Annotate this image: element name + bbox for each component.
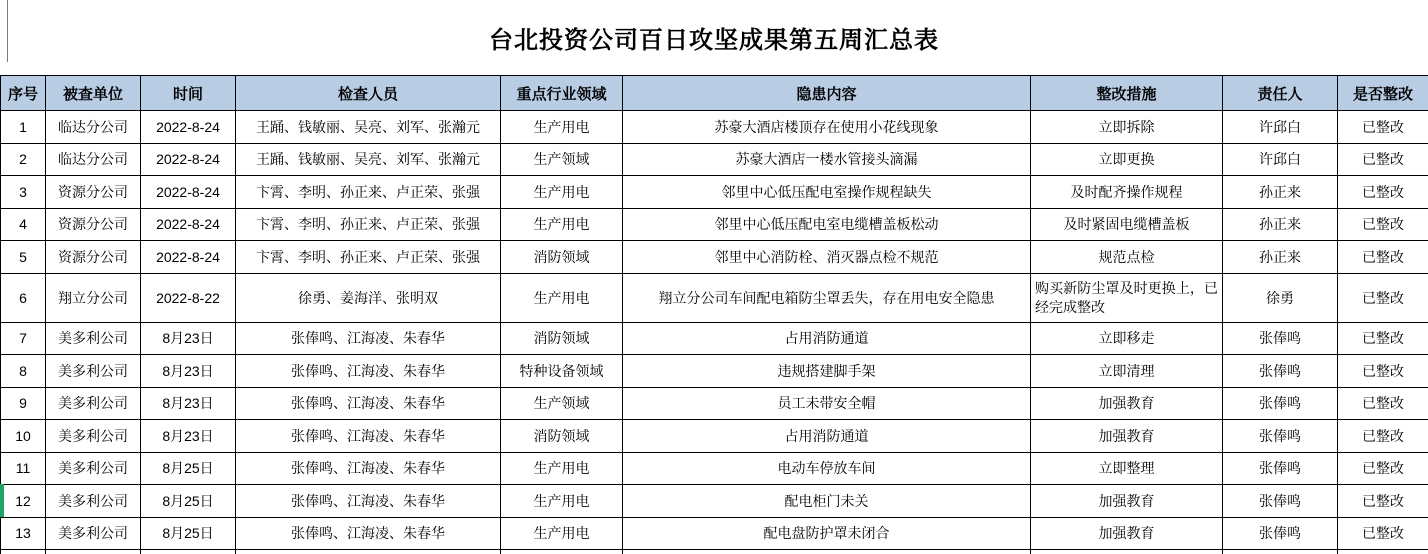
table-cell[interactable]: 徐勇、姜海洋、张明双: [236, 273, 501, 322]
table-cell[interactable]: 王踊、钱敏丽、吴亮、刘军、张瀚元: [236, 111, 501, 144]
table-cell[interactable]: [1223, 550, 1338, 554]
table-cell[interactable]: 5: [1, 241, 46, 274]
table-cell[interactable]: 12: [1, 485, 46, 518]
table-cell[interactable]: 4: [1, 208, 46, 241]
table-cell[interactable]: 违规搭建脚手架: [623, 355, 1031, 388]
table-cell[interactable]: [1, 550, 46, 554]
table-cell[interactable]: 资源分公司: [46, 241, 141, 274]
table-cell[interactable]: 立即整理: [1031, 452, 1223, 485]
table-cell[interactable]: 生产领域: [501, 387, 623, 420]
table-cell[interactable]: [141, 550, 236, 554]
header-cell-measures[interactable]: 整改措施: [1031, 76, 1223, 111]
table-cell[interactable]: 卞霄、李明、孙正来、卢正荣、张强: [236, 208, 501, 241]
table-cell[interactable]: 翔立分公司: [46, 273, 141, 322]
table-cell[interactable]: 已整改: [1338, 322, 1428, 355]
table-cell[interactable]: 张俸鸣: [1223, 485, 1338, 518]
table-cell[interactable]: 生产用电: [501, 208, 623, 241]
table-cell[interactable]: 已整改: [1338, 517, 1428, 550]
table-cell[interactable]: 美多利公司: [46, 322, 141, 355]
table-cell[interactable]: 徐勇: [1223, 273, 1338, 322]
table-cell[interactable]: [623, 550, 1031, 554]
table-cell[interactable]: 卞霄、李明、孙正来、卢正荣、张强: [236, 176, 501, 209]
table-cell[interactable]: 许邱白: [1223, 143, 1338, 176]
table-cell[interactable]: 卞霄、李明、孙正来、卢正荣、张强: [236, 241, 501, 274]
table-cell[interactable]: 张俸鸣、江海凌、朱春华: [236, 452, 501, 485]
table-cell[interactable]: 张俸鸣: [1223, 387, 1338, 420]
table-row: [1, 387, 1428, 420]
table-cell[interactable]: 张俸鸣: [1223, 452, 1338, 485]
table-cell[interactable]: 配电盘防护罩未闭合: [623, 517, 1031, 550]
table-cell[interactable]: 立即拆除: [1031, 111, 1223, 144]
table-cell[interactable]: 已整改: [1338, 273, 1428, 322]
table-body: [1, 111, 1428, 554]
title-row: [0, 0, 1428, 75]
table-cell[interactable]: 占用消防通道: [623, 322, 1031, 355]
table-cell[interactable]: 3: [1, 176, 46, 209]
table-cell[interactable]: 临达分公司: [46, 111, 141, 144]
table-cell[interactable]: 已整改: [1338, 387, 1428, 420]
table-row: [1, 322, 1428, 355]
table-cell[interactable]: 张俸鸣、江海凌、朱春华: [236, 355, 501, 388]
table-cell[interactable]: 美多利公司: [46, 355, 141, 388]
table-cell[interactable]: 10: [1, 420, 46, 453]
table-cell[interactable]: 张俸鸣、江海凌、朱春华: [236, 485, 501, 518]
table-cell[interactable]: 8: [1, 355, 46, 388]
table-cell[interactable]: 许邱白: [1223, 111, 1338, 144]
table-cell[interactable]: 占用消防通道: [623, 420, 1031, 453]
table-cell[interactable]: 已整改: [1338, 241, 1428, 274]
leftover-gridline: [7, 0, 8, 62]
table-cell[interactable]: 立即清理: [1031, 355, 1223, 388]
table-cell[interactable]: 及时配齐操作规程: [1031, 176, 1223, 209]
table-cell[interactable]: 规范点检: [1031, 241, 1223, 274]
table-cell[interactable]: 资源分公司: [46, 176, 141, 209]
table-cell[interactable]: 8月23日: [141, 322, 236, 355]
table-cell[interactable]: 配电柜门未关: [623, 485, 1031, 518]
header-cell-rectified[interactable]: 是否整改: [1338, 76, 1428, 111]
table-cell[interactable]: 6: [1, 273, 46, 322]
table-cell[interactable]: 张俸鸣: [1223, 420, 1338, 453]
header-cell-responsible[interactable]: 责任人: [1223, 76, 1338, 111]
table-cell[interactable]: 苏豪大酒店楼顶存在使用小花线现象: [623, 111, 1031, 144]
table-cell[interactable]: 2022-8-24: [141, 241, 236, 274]
table-cell[interactable]: 8月25日: [141, 452, 236, 485]
table-cell[interactable]: 生产用电: [501, 111, 623, 144]
table-cell[interactable]: 8月23日: [141, 420, 236, 453]
table-cell[interactable]: 孙正来: [1223, 176, 1338, 209]
table-cell[interactable]: 王踊、钱敏丽、吴亮、刘军、张瀚元: [236, 143, 501, 176]
table-cell[interactable]: [501, 550, 623, 554]
table-cell[interactable]: 张俸鸣、江海凌、朱春华: [236, 387, 501, 420]
table-cell[interactable]: 生产用电: [501, 273, 623, 322]
header-cell-field[interactable]: 重点行业领域: [501, 76, 623, 111]
table-cell[interactable]: 已整改: [1338, 176, 1428, 209]
table-cell[interactable]: 已整改: [1338, 208, 1428, 241]
table-header: [1, 76, 1428, 111]
table-cell[interactable]: 特种设备领域: [501, 355, 623, 388]
table-cell[interactable]: 8月23日: [141, 387, 236, 420]
table-cell[interactable]: 生产用电: [501, 517, 623, 550]
active-row-marker: [0, 484, 4, 517]
table-cell[interactable]: [46, 550, 141, 554]
table-cell[interactable]: 已整改: [1338, 143, 1428, 176]
table-row: [1, 420, 1428, 453]
table-cell[interactable]: 2022-8-24: [141, 176, 236, 209]
table-cell[interactable]: 2022-8-24: [141, 143, 236, 176]
table-cell[interactable]: 张俸鸣: [1223, 355, 1338, 388]
table-cell[interactable]: 7: [1, 322, 46, 355]
table-cell[interactable]: 电动车停放车间: [623, 452, 1031, 485]
table-cell[interactable]: 张俸鸣: [1223, 517, 1338, 550]
table-cell[interactable]: 美多利公司: [46, 485, 141, 518]
table-cell[interactable]: 加强教育: [1031, 420, 1223, 453]
table-row: [1, 273, 1428, 322]
table-cell[interactable]: 邻里中心低压配电室电缆槽盖板松动: [623, 208, 1031, 241]
table-cell[interactable]: 加强教育: [1031, 517, 1223, 550]
table-cell[interactable]: 13: [1, 517, 46, 550]
table-cell[interactable]: 及时紧固电缆槽盖板: [1031, 208, 1223, 241]
table-cell[interactable]: 2: [1, 143, 46, 176]
table-cell[interactable]: 临达分公司: [46, 143, 141, 176]
table-cell[interactable]: 孙正来: [1223, 241, 1338, 274]
table-cell[interactable]: 立即移走: [1031, 322, 1223, 355]
table-cell[interactable]: 翔立分公司车间配电箱防尘罩丢失，存在用电安全隐患: [623, 273, 1031, 322]
table-cell[interactable]: 8月25日: [141, 485, 236, 518]
table-cell[interactable]: 2022-8-24: [141, 111, 236, 144]
table-cell[interactable]: 张俸鸣、江海凌、朱春华: [236, 420, 501, 453]
table-cell[interactable]: 员工未带安全帽: [623, 387, 1031, 420]
table-cell[interactable]: 已整改: [1338, 111, 1428, 144]
table-row: [1, 143, 1428, 176]
table-cell[interactable]: 已整改: [1338, 452, 1428, 485]
table-row: [1, 485, 1428, 518]
summary-table: [0, 75, 1428, 554]
table-row: [1, 208, 1428, 241]
table-row: [1, 452, 1428, 485]
table-cell[interactable]: 消防领域: [501, 420, 623, 453]
table-cell[interactable]: 已整改: [1338, 420, 1428, 453]
table-cell[interactable]: 生产领域: [501, 143, 623, 176]
table-cell[interactable]: 生产用电: [501, 176, 623, 209]
table-cell[interactable]: 邻里中心低压配电室操作规程缺失: [623, 176, 1031, 209]
header-cell-time[interactable]: 时间: [141, 76, 236, 111]
table-cell[interactable]: [1031, 550, 1223, 554]
table-cell[interactable]: [236, 550, 501, 554]
header-row: [1, 76, 1428, 111]
table-cell[interactable]: 加强教育: [1031, 387, 1223, 420]
table-cell[interactable]: 加强教育: [1031, 485, 1223, 518]
table-cell[interactable]: 美多利公司: [46, 452, 141, 485]
table-cell[interactable]: 美多利公司: [46, 420, 141, 453]
header-cell-inspectors[interactable]: 检查人员: [236, 76, 501, 111]
table-cell[interactable]: 2022-8-22: [141, 273, 236, 322]
table-cell[interactable]: 美多利公司: [46, 387, 141, 420]
table-cell[interactable]: 消防领域: [501, 322, 623, 355]
table-row-partial: [1, 550, 1428, 554]
table-cell[interactable]: 已整改: [1338, 355, 1428, 388]
table-cell[interactable]: 2022-8-24: [141, 208, 236, 241]
page-title: 台北投资公司百日攻坚成果第五周汇总表: [489, 27, 939, 54]
table-cell[interactable]: 生产用电: [501, 485, 623, 518]
table-cell[interactable]: 张俸鸣、江海凌、朱春华: [236, 322, 501, 355]
table-cell[interactable]: 购买新防尘罩及时更换上，已经完成整改: [1031, 273, 1223, 322]
table-cell[interactable]: 资源分公司: [46, 208, 141, 241]
header-cell-unit[interactable]: 被查单位: [46, 76, 141, 111]
table-cell[interactable]: 已整改: [1338, 485, 1428, 518]
table-cell[interactable]: [1338, 550, 1428, 554]
table-cell[interactable]: 张俸鸣、江海凌、朱春华: [236, 517, 501, 550]
table-row: [1, 111, 1428, 144]
table-row: [1, 241, 1428, 274]
table-cell[interactable]: 生产用电: [501, 452, 623, 485]
table-cell[interactable]: 张俸鸣: [1223, 322, 1338, 355]
table-cell[interactable]: 消防领域: [501, 241, 623, 274]
table-row: [1, 176, 1428, 209]
header-cell-hazard[interactable]: 隐患内容: [623, 76, 1031, 111]
table-cell[interactable]: 9: [1, 387, 46, 420]
table-cell[interactable]: 美多利公司: [46, 517, 141, 550]
table-cell[interactable]: 11: [1, 452, 46, 485]
table-cell[interactable]: 8月25日: [141, 517, 236, 550]
table-cell[interactable]: 1: [1, 111, 46, 144]
table-row: [1, 355, 1428, 388]
table-cell[interactable]: 8月23日: [141, 355, 236, 388]
table-cell[interactable]: 苏豪大酒店一楼水管接头滴漏: [623, 143, 1031, 176]
table-row: [1, 517, 1428, 550]
table-cell[interactable]: 邻里中心消防栓、消灭器点检不规范: [623, 241, 1031, 274]
header-cell-index[interactable]: 序号: [1, 76, 46, 111]
table-cell[interactable]: 立即更换: [1031, 143, 1223, 176]
table-cell[interactable]: 孙正来: [1223, 208, 1338, 241]
